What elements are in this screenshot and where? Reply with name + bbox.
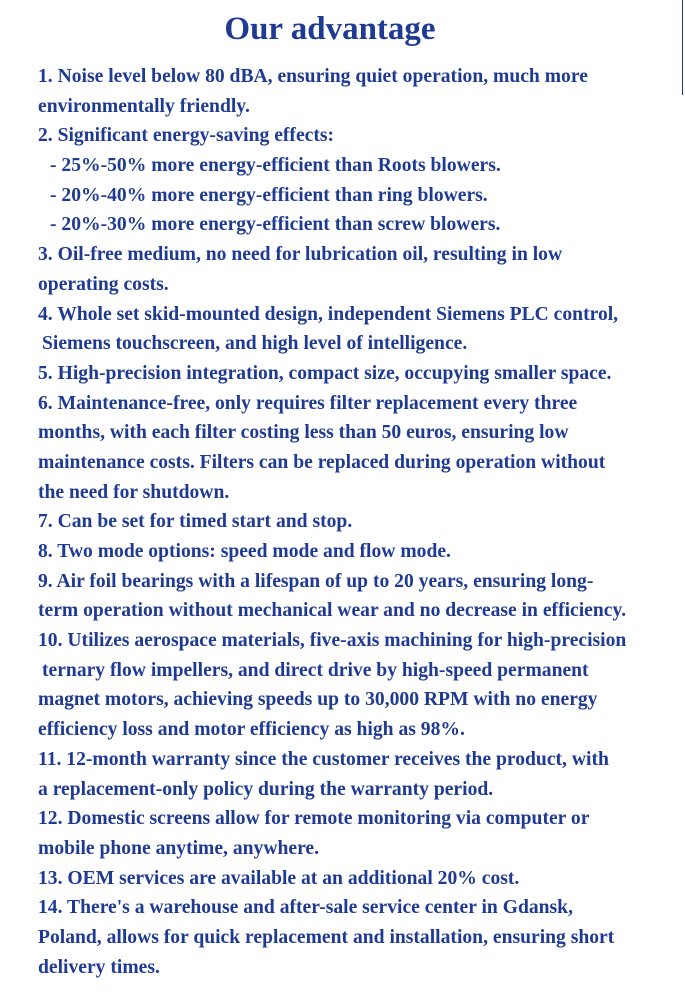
advantage-3-line-2: operating costs. <box>38 273 169 295</box>
advantage-10-line-1: 10. Utilizes aerospace materials, five-axis machining for high-precision <box>38 630 627 652</box>
advantage-1-line-1: 1. Noise level below 80 dBA, ensuring quiet operation, much more <box>38 66 588 87</box>
advantage-6-line-1: 6. Maintenance-free, only requires filter replacement every three <box>38 392 578 414</box>
advantage-10-line-2: ternary flow impellers, and direct drive by high-speed permanent <box>42 659 589 681</box>
advantage-3-line-1: 3. Oil-free medium, no need for lubrication oil, resulting in low <box>38 244 563 266</box>
advantage-2-subpoint-2: - 20%-40% more energy-efficient than ring blowers. <box>50 184 488 206</box>
advantage-5-line-1: 5. High-precision integration, compact size, occupying smaller space. <box>38 362 612 384</box>
advantage-9-line-2: term operation without mechanical wear and no decrease in efficiency. <box>38 600 627 622</box>
advantage-10-line-3: magnet motors, achieving speeds up to 30,000 RPM with no energy <box>38 689 598 711</box>
advantage-11-line-1: 11. 12-month warranty since the customer receives the product, with <box>38 748 609 770</box>
advantage-12-line-1: 12. Domestic screens allow for remote monitoring via computer or <box>38 808 590 830</box>
advantage-1-line-2: environmentally friendly. <box>38 95 250 117</box>
advantage-2-subpoint-3: - 20%-30% more energy-efficient than screw blowers. <box>50 214 501 236</box>
advantage-4-line-2: Siemens touchscreen, and high level of intelligence. <box>42 333 468 355</box>
advantage-2-line-1: 2. Significant energy-saving effects: <box>38 125 335 147</box>
advantage-11-line-2: a replacement-only policy during the warranty period. <box>38 778 494 800</box>
advantage-9-line-1: 9. Air foil bearings with a lifespan of up to 20 years, ensuring long- <box>38 570 594 592</box>
advantage-14-line-3: delivery times. <box>38 956 160 978</box>
advantage-6-line-2: months, with each filter costing less than 50 euros, ensuring low <box>38 422 569 444</box>
edge-divider <box>682 0 683 95</box>
advantage-14-line-1: 14. There's a warehouse and after-sale service center in Gdansk, <box>38 897 573 919</box>
advantage-14-line-2: Poland, allows for quick replacement and installation, ensuring short <box>38 926 615 948</box>
advantage-8-line-1: 8. Two mode options: speed mode and flow mode. <box>38 541 451 562</box>
advantage-6-line-3: maintenance costs. Filters can be replaced during operation without <box>38 451 606 473</box>
advantage-10-line-4: efficiency loss and motor efficiency as high as 98%. <box>38 719 465 741</box>
advantage-2-subpoint-1: - 25%-50% more energy-efficient than Roots blowers. <box>50 155 501 177</box>
advantage-list <box>38 62 678 982</box>
advantage-6-line-4: the need for shutdown. <box>38 481 230 503</box>
advantage-7-line-1: 7. Can be set for timed start and stop. <box>38 511 353 533</box>
advantage-12-line-2: mobile phone anytime, anywhere. <box>38 837 320 859</box>
advantage-13-line-1: 13. OEM services are available at an additional 20% cost. <box>38 867 520 889</box>
advantage-4-line-1: 4. Whole set skid-mounted design, independent Siemens PLC control, <box>38 303 619 325</box>
page-title: Our advantage <box>224 11 436 47</box>
